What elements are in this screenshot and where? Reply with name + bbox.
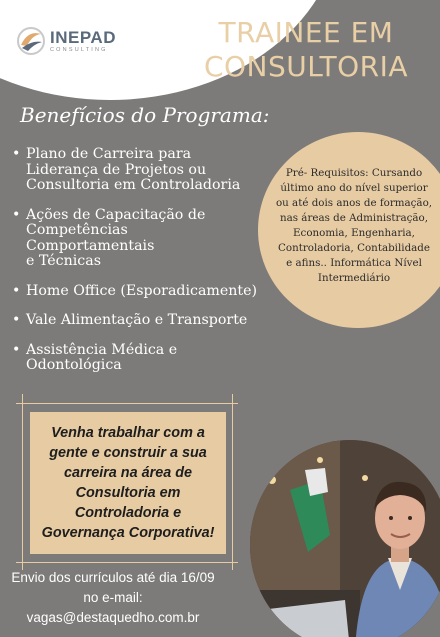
frame-line-right xyxy=(232,394,233,570)
frame-line-top xyxy=(16,403,238,404)
logo-swirl-icon xyxy=(16,26,46,56)
photo-illustration xyxy=(250,440,440,637)
benefit-item xyxy=(12,284,257,300)
benefit-item xyxy=(12,147,257,194)
consultant-photo xyxy=(250,440,440,637)
benefit-item xyxy=(12,343,257,374)
logo-subtitle: CONSULTING xyxy=(50,46,108,53)
email-address[interactable]: vagas@destaquedho.com.br xyxy=(26,610,200,625)
logo-name: INEPAD xyxy=(50,27,116,47)
benefits-list xyxy=(12,147,257,388)
bullet: • xyxy=(12,282,21,299)
benefits-heading: Benefícios do Programa: xyxy=(20,103,270,127)
deadline-text: Envio dos currículos até dia 16/09 xyxy=(11,570,215,585)
bullet: • xyxy=(12,146,21,162)
benefit-text: Home Office (Esporadicamente) xyxy=(26,282,258,299)
bullet: • xyxy=(12,206,21,223)
benefit-text: Plano de Carreira para Liderança de Projetos ou Consultoria em Controladoria xyxy=(26,146,241,193)
frame-line-left xyxy=(22,394,23,570)
cta-text: Venha trabalhar com a gente e construir a sua carreira na área de Consultoria em Controladoria e Governança Corporativa! xyxy=(41,425,215,541)
frame-line-bottom xyxy=(16,562,238,563)
email-label: no e-mail: xyxy=(83,590,143,605)
benefit-text: Assistência Médica e Odontológica xyxy=(26,341,178,373)
title-line-1: TRAINEE EM xyxy=(218,16,394,49)
benefit-text: Vale Alimentação e Transporte xyxy=(26,312,248,328)
logo-wordmark xyxy=(50,29,116,54)
bullet: • xyxy=(12,341,21,358)
benefit-text: Ações de Capacitação de Competências Comportamentais e Técnicas xyxy=(26,206,206,269)
benefit-item xyxy=(12,208,257,270)
bullet: • xyxy=(12,312,21,328)
prerequisites-text: Pré- Requisitos: Cursando último ano do nível superior ou até dois anos de formação, nas áreas de Administração, Economia, Engenharia, Controladoria, Contabilidade e afins.. Informática Nível Intermediário xyxy=(275,167,433,284)
poster-title xyxy=(196,16,416,84)
application-footer xyxy=(0,568,226,628)
title-line-2: CONSULTORIA xyxy=(203,50,409,83)
benefit-item xyxy=(12,313,257,329)
company-logo xyxy=(16,26,116,56)
